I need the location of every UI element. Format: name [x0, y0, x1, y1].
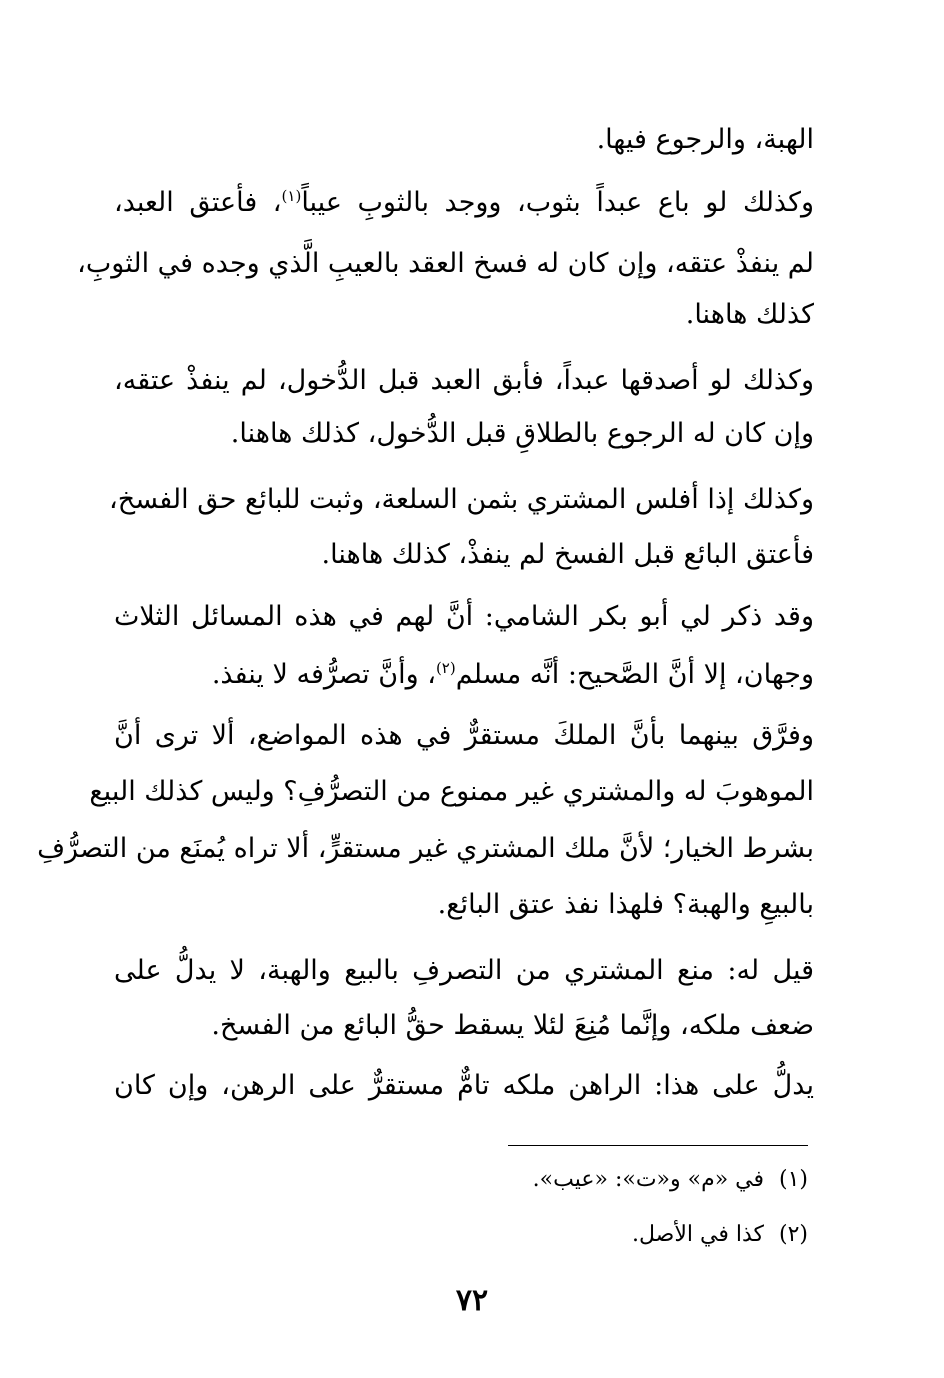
- line-text: ضعف ملكه، وإنَّما مُنِعَ لئلا يسقط حقُّ البائع من الفسخ.: [211, 1010, 814, 1041]
- text-line-14: [134, 885, 814, 925]
- line-text: وكذلك لو باع عبداً بثوب، ووجد بالثوبِ عيباً: [301, 187, 814, 218]
- text-line-1: [134, 120, 814, 160]
- text-line-5: [114, 361, 814, 401]
- text-line-17: [114, 1066, 814, 1106]
- line-text: لم ينفذْ عتقه، وإن كان له فسخ العقد بالعيبِ الَّذي وجده في الثوبِ،: [77, 248, 814, 279]
- line-text: وقد ذكر لي أبو بكر الشامي: أنَّ لهم في هذه المسائل الثلاث: [114, 601, 814, 632]
- line-text: يدلُّ على هذا: الراهن ملكه تامٌّ مستقرٌّ على الرهن، وإن كان: [114, 1070, 814, 1101]
- line-text: قيل له: منع المشتري من التصرفِ بالبيع والهبة، لا يدلُّ على: [114, 955, 814, 986]
- line-text: وفرَّق بينهما بأنَّ الملكَ مستقرٌّ في هذه المواضع، ألا ترى أنَّ: [114, 720, 814, 751]
- line-text: فأعتق البائع قبل الفسخ لم ينفذْ، كذلك هاهنا.: [321, 539, 814, 570]
- footnote-text: كذا في الأصل.: [632, 1222, 764, 1247]
- text-line-4: [134, 295, 814, 335]
- footnote-2: [208, 1220, 808, 1250]
- page-number: ٧٢: [455, 1283, 489, 1318]
- text-line-13: [37, 829, 814, 869]
- text-line-2: [114, 183, 814, 223]
- line-text: الموهوبَ له والمشتري غير ممنوع من التصرُّفِ؟ وليس كذلك البيع: [89, 776, 814, 807]
- line-text: وجهان، إلا أنَّ الصَّحيح: أنَّه مسلم: [455, 659, 814, 690]
- text-line-7: [109, 480, 814, 520]
- footnote-number: (٢): [778, 1222, 808, 1247]
- line-text: بشرط الخيار؛ لأنَّ ملك المشتري غير مستقرٍّ، ألا تراه يُمنَع من التصرُّفِ: [37, 833, 814, 864]
- line-text-tail: ، فأعتق العبد،: [114, 187, 282, 218]
- line-text: وكذلك لو أصدقها عبداً، فأبق العبد قبل الدُّخول، لم ينفذْ عتقه،: [114, 365, 814, 396]
- footnote-separator: [508, 1145, 808, 1146]
- footnote-1: [208, 1165, 808, 1195]
- text-line-6: [134, 414, 814, 454]
- line-text-tail: ، وأنَّ تصرُّفه لا ينفذ.: [211, 659, 436, 690]
- text-line-8: [134, 535, 814, 575]
- text-line-10: [134, 655, 814, 695]
- footnote-marker-2[interactable]: (٢): [435, 659, 456, 677]
- text-line-9: [114, 597, 814, 637]
- footnote-text: في «م» و«ت»: «عيب».: [532, 1167, 764, 1192]
- text-line-15: [114, 951, 814, 991]
- text-line-3: [77, 244, 814, 284]
- line-text: بالبيعِ والهبة؟ فلهذا نفذ عتق البائع.: [437, 889, 814, 920]
- line-text: وإن كان له الرجوع بالطلاقِ قبل الدُّخول، كذلك هاهنا.: [230, 418, 814, 449]
- footnote-marker-1[interactable]: (١): [281, 187, 302, 205]
- text-line-12: [89, 772, 814, 812]
- text-line-11: [114, 716, 814, 756]
- text-line-16: [134, 1006, 814, 1046]
- footnote-number: (١): [778, 1167, 808, 1192]
- line-text: كذلك هاهنا.: [685, 299, 814, 330]
- line-text: وكذلك إذا أفلس المشتري بثمن السلعة، وثبت للبائع حق الفسخ،: [109, 484, 814, 515]
- line-text: الهبة، والرجوع فيها.: [596, 124, 814, 155]
